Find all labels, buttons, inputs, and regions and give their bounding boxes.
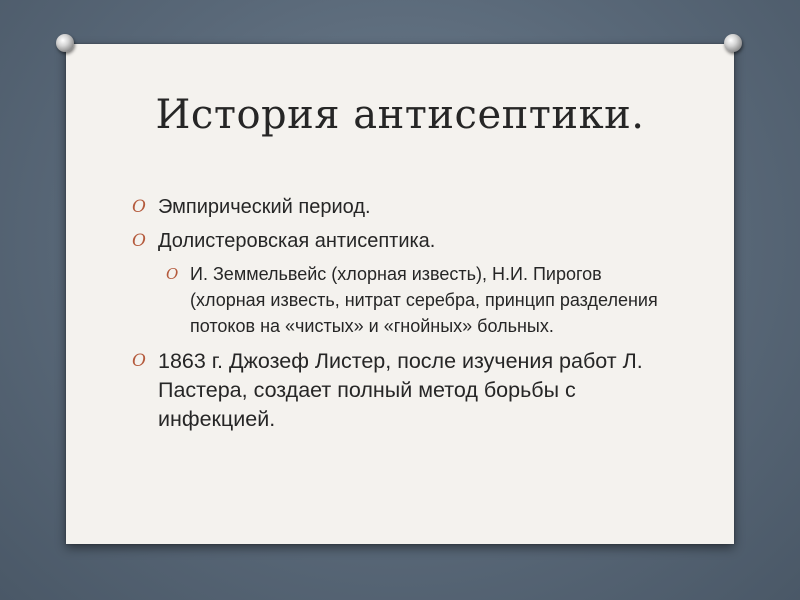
pushpin-right-icon bbox=[724, 34, 742, 52]
bullet-text: Эмпирический период. bbox=[158, 196, 371, 218]
slide-title: История антисептики. bbox=[155, 92, 645, 138]
bullet-subitem-semmelweis-pirogov bbox=[166, 261, 672, 339]
bullet-marker-icon: O bbox=[132, 197, 146, 217]
bullet-item-lister bbox=[132, 347, 672, 434]
bullet-item-prelister bbox=[132, 228, 672, 255]
bullet-marker-icon: O bbox=[132, 231, 146, 251]
bullet-text: 1863 г. Джозеф Листер, после изучения работ Л. Пастера, создает полный метод борьбы с инфекцией. bbox=[158, 349, 643, 431]
bullet-text: Долистеровская антисептика. bbox=[158, 230, 436, 252]
bullet-text: И. Земмельвейс (хлорная известь), Н.И. Пирогов (хлорная известь, нитрат серебра, принцип разделения потоков на «чистых» и «гнойных» больных. bbox=[190, 264, 658, 336]
bullet-item-empirical bbox=[132, 194, 672, 221]
bullet-marker-icon: O bbox=[166, 265, 179, 283]
pushpin-left-icon bbox=[56, 34, 74, 52]
bullet-list bbox=[132, 194, 672, 441]
bullet-marker-icon: O bbox=[132, 351, 146, 371]
